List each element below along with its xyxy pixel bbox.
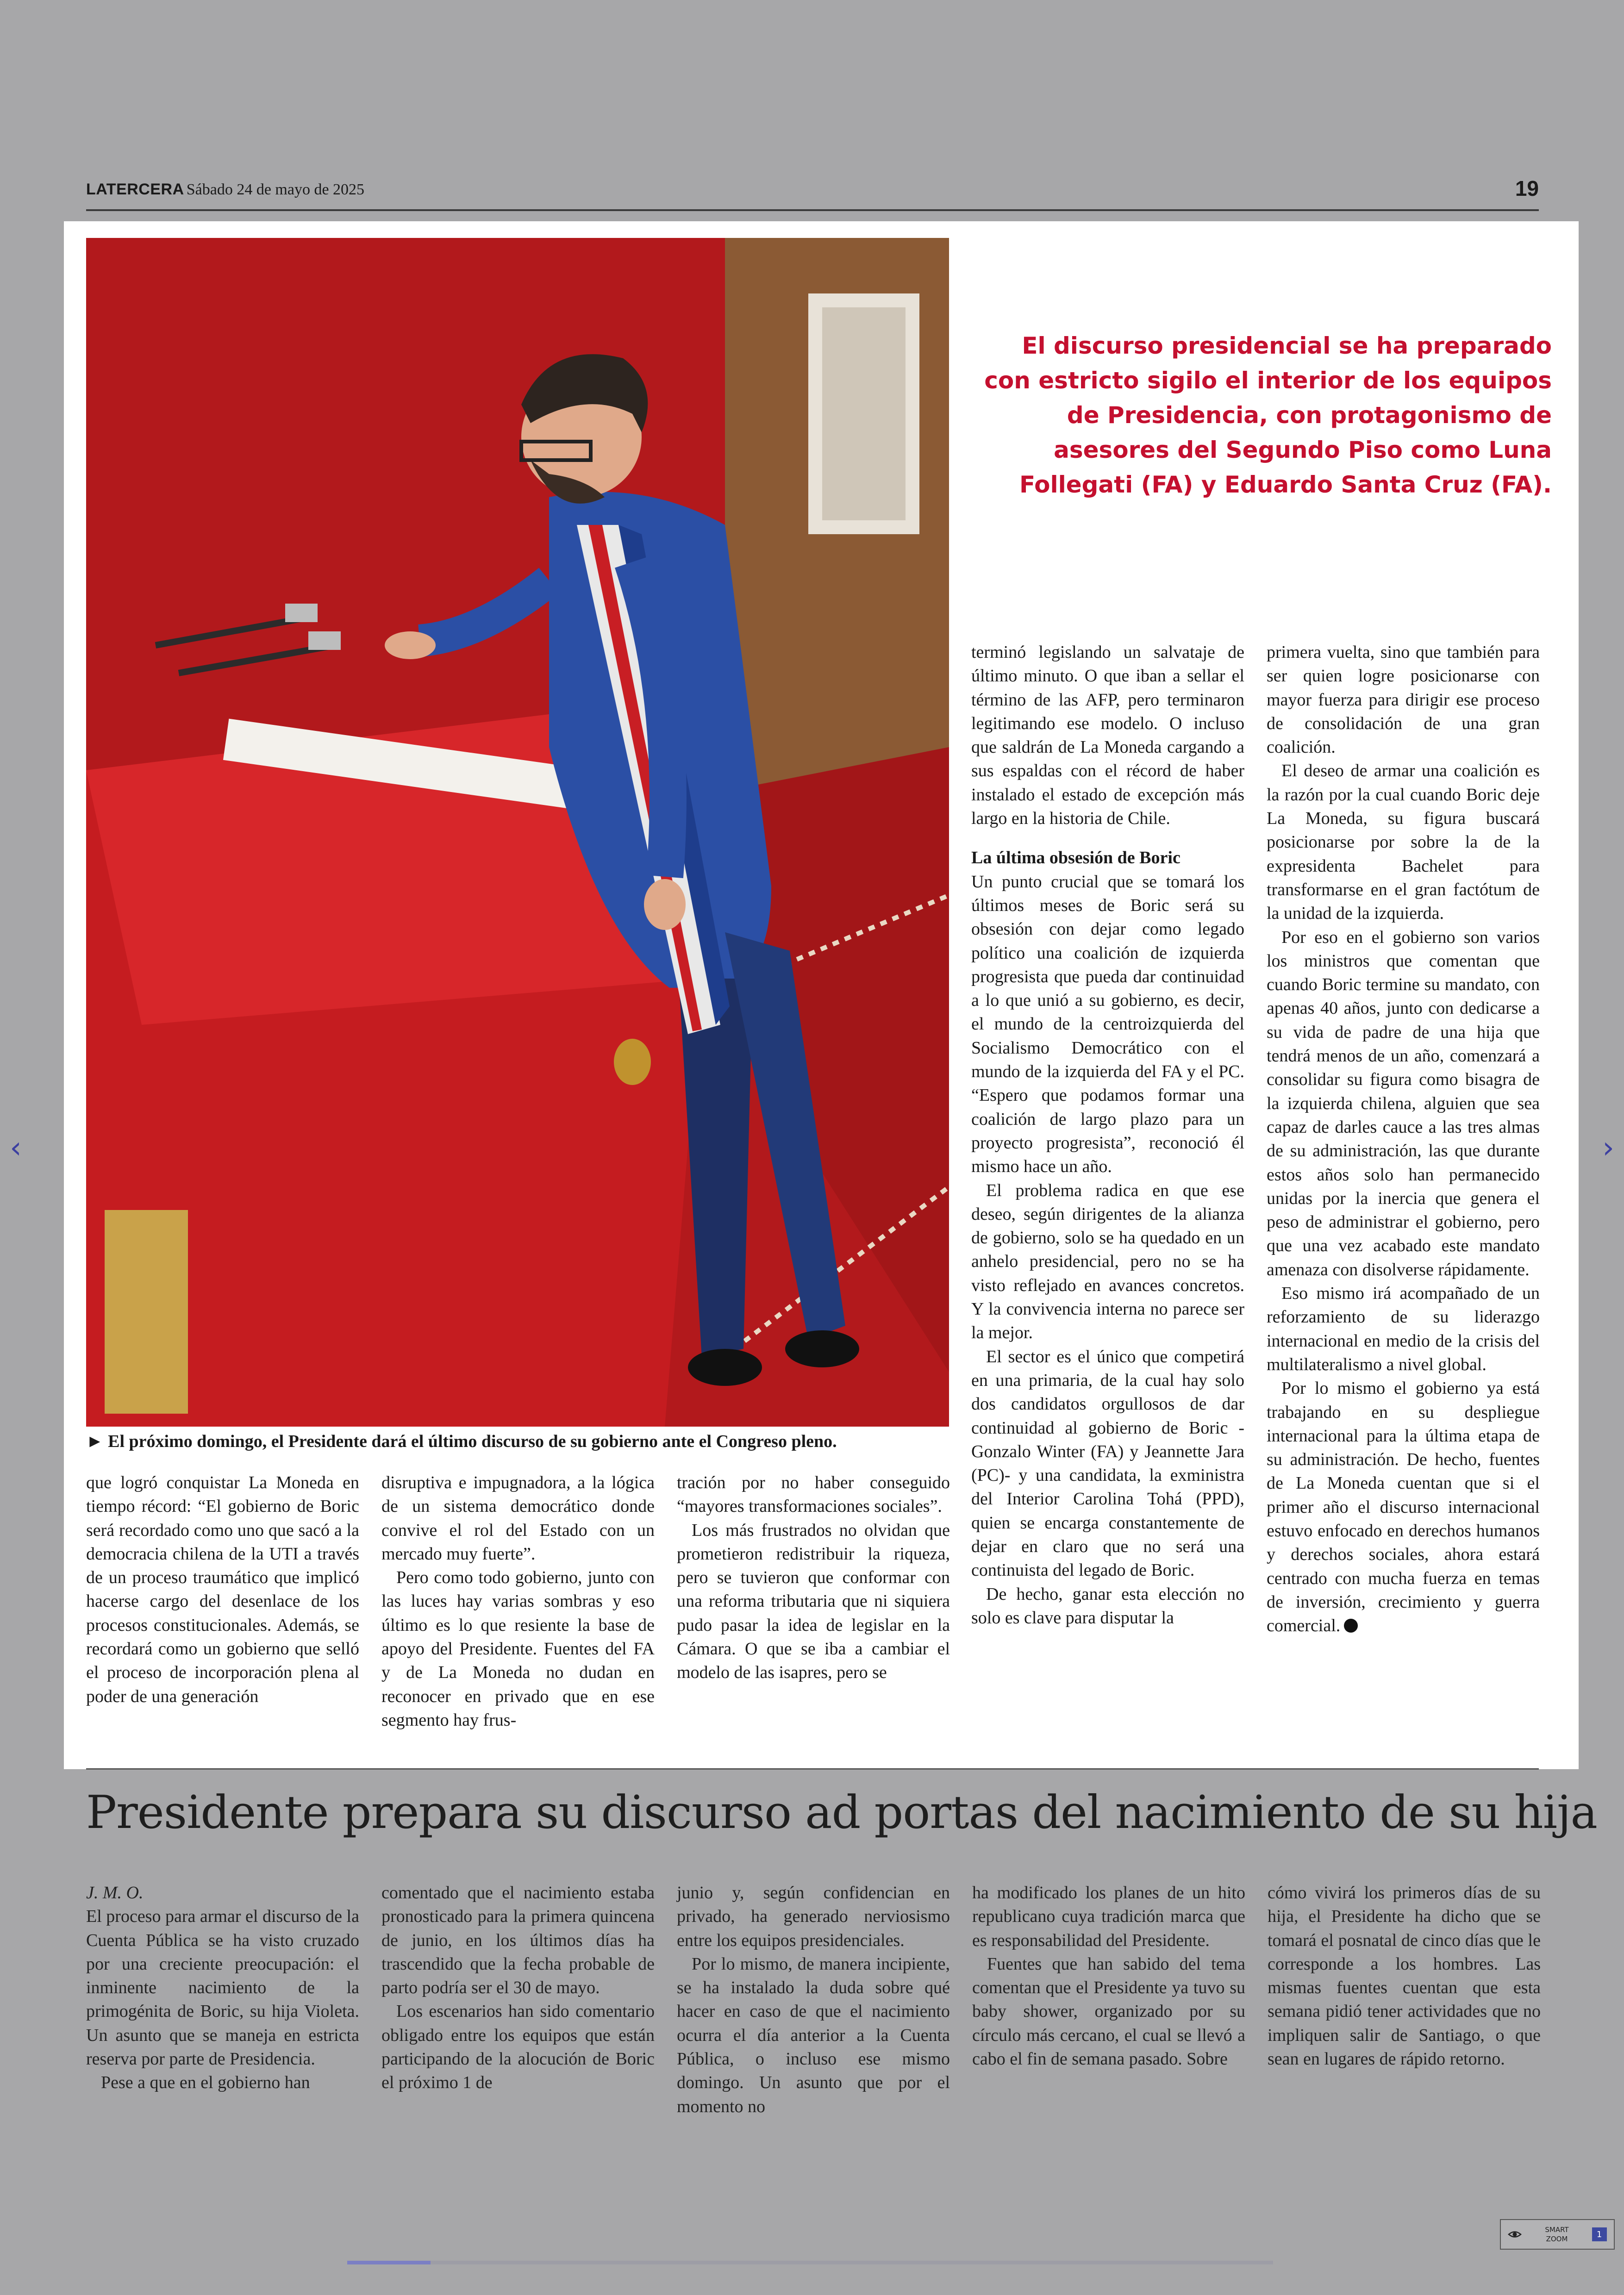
lower-column-1 [86, 1881, 359, 2095]
paragraph: Pese a que en el gobierno han [101, 2073, 310, 2093]
paragraph: Eso mismo irá acompañado de un reforzamiento de su liderazgo internacional en medio de la crisis del multilateralismo a nivel global. [1267, 1284, 1540, 1374]
lower-column-2 [381, 1881, 655, 2095]
paragraph [1267, 1377, 1540, 1638]
article-column-5 [1267, 641, 1540, 1638]
paragraph: El deseo de armar una coalición es la razón por la cual cuando Boric deje La Moneda, su figura buscará posicionarse por sobre la de la expresidenta Bachelet para transformarse en el gran factótum de la unidad de la izquierda. [1267, 761, 1540, 923]
article-column-3 [677, 1471, 950, 1685]
section-divider [86, 1768, 1539, 1770]
pull-quote: El discurso presidencial se ha preparado con estricto sigilo el interior de los equipos de Presidencia, con protagonismo de asesores del Segundo Piso como Luna Follegati (FA) y Eduardo Santa Cruz (FA). [984, 332, 1552, 498]
paragraph: junio y, según confidencian en privado, ha generado nerviosismo entre los equipos presidenciales. [677, 1883, 950, 1950]
article-panel [64, 221, 1579, 1769]
article-column-2 [381, 1471, 655, 1732]
paragraph: De hecho, ganar esta elección no solo es clave para disputar la [971, 1584, 1244, 1628]
next-page-icon[interactable]: › [1602, 1131, 1614, 1165]
issue-date: Sábado 24 de mayo de 2025 [186, 181, 365, 198]
paragraph: Pero como todo gobierno, junto con las luces hay varias sombras y eso último es lo que resiente la base de apoyo del Presidente. Fuentes del FA y de La Moneda no dudan en reconocer en privado que en ese segmento hay frus- [381, 1568, 655, 1730]
page-scroll-thumb[interactable] [347, 2261, 431, 2264]
paragraph: primera vuelta, sino que también para ser quien logre posicionarse con mayor fuerza para dirigir ese proceso de consolidación de una gran coalición. [1267, 642, 1540, 757]
paragraph: El proceso para armar el discurso de la Cuenta Pública se ha visto cruzado por una creciente preocupación: el inminente nacimiento de la primogénita de Boric, su hija Violeta. Un asunto que se maneja en estricta reserva por parte de Presidencia. [86, 1907, 359, 2069]
paragraph: Los más frustrados no olvidan que prometieron redistribuir la riqueza, pero se tuvieron que conformar con una reforma tributaria que ni siquiera pudo pasar la idea de legislar en la Cámara. O que se iba a cambiar el modelo de las isapres, pero se [677, 1520, 950, 1683]
photo-illustration [86, 238, 949, 1427]
page-number: 19 [1515, 176, 1539, 200]
smart-zoom-button[interactable] [1500, 2219, 1615, 2250]
subheading: La última obsesión de Boric [971, 848, 1181, 868]
byline: J. M. O. [86, 1883, 144, 1902]
lower-column-4 [972, 1881, 1245, 2071]
paragraph: Por eso en el gobierno son varios los ministros que comentan que cuando Boric termine su mandato, con apenas 40 años, junto con dedicarse a su vida de padre de una hija que tendrá menos de un año, comenzará a consolidar su figura como bisagra de la izquierda chilena, alguien que sea capaz de darles cauce a las tres almas de su administración, las que durante estos años solo han permanecido unidas por la inercia que genera el peso de administrar el gobierno, pero que una vez acabado este mandato amenaza con disolverse rápidamente. [1267, 927, 1540, 1279]
previous-page-icon[interactable]: ‹ [10, 1131, 22, 1165]
paragraph: disruptiva e impugnadora, a la lógica de un sistema democrático donde convive el rol del Estado con un mercado muy fuerte”. [381, 1473, 655, 1564]
paragraph: Los escenarios han sido comentario obligado entre los equipos que están participando de la alocución de Boric el próximo 1 de [381, 2002, 655, 2093]
paragraph: tración por no haber conseguido “mayores transformaciones sociales”. [677, 1473, 950, 1516]
lower-article-headline: Presidente prepara su discurso ad portas del nacimiento de su hija [86, 1786, 1597, 1839]
article-column-4 [971, 641, 1244, 1630]
smart-zoom-label-line-1: SMART [1545, 2226, 1569, 2234]
paragraph: comentado que el nacimiento estaba pronosticado para la primera quincena de junio, en los últimos días ha trascendido que la fecha probable de parto podría ser el 30 de mayo. [381, 1883, 655, 1998]
smart-zoom-label-line-2: ZOOM [1546, 2235, 1568, 2243]
article-column-1 [86, 1471, 359, 1709]
paragraph: El sector es el único que competirá en una primaria, de la cual hay solo dos candidatos orgullosos de dar continuidad al gobierno de Boric -Gonzalo Winter (FA) y Jeannette Jara (PC)- y una candidata, la exministra del Interior Carolina Tohá (PPD), quien se encarga constantemente de dejar en claro que no será una continuista del legado de Boric. [971, 1347, 1244, 1580]
paragraph: terminó legislando un salvataje de último minuto. O que iban a sellar el término de las AFP, pero terminaron legitimando ese modelo. O incluso que saldrán de La Moneda cargando a sus espaldas con el récord de haber instalado el estado de excepción más largo en la historia de Chile. [971, 642, 1244, 829]
page-scroll-bar[interactable] [347, 2261, 1273, 2264]
smart-zoom-badge: 1 [1592, 2227, 1607, 2241]
paragraph: cómo vivirá los primeros días de su hija, el Presidente ha dicho que se tomará el posnatal de cinco días que le corresponde a los hombres. Las mismas fuentes cuentan que esta semana pidió tener actividades que no impliquen salir de Santiago, o que sean en lugares de rápido retorno. [1268, 1883, 1541, 2069]
paragraph: que logró conquistar La Moneda en tiempo récord: “El gobierno de Boric será recordado como uno que sacó a la democracia chilena de la UTI a través de un proceso traumático que implicó hacerse cargo del desenlace de los procesos constitucionales. Además, se recordará como un gobierno que selló el proceso de incorporación plena al poder de una generación [86, 1473, 359, 1706]
paragraph: Por lo mismo, de manera incipiente, se ha instalado la duda sobre qué hacer en caso de que el nacimiento ocurra el día anterior a la Cuenta Pública, o incluso ese mismo domingo. Un asunto que por el momento no [677, 1954, 950, 2116]
photo-caption: ► El próximo domingo, el Presidente dará el último discurso de su gobierno ante el Congreso pleno. [86, 1432, 837, 1451]
newspaper-brand: LATERCERA [86, 181, 184, 198]
paragraph: El problema radica en que ese deseo, según dirigentes de la alianza de gobierno, solo se ha quedado en un anhelo presidencial, pero no se ha visto reflejado en avances concretos. Y la convivencia interna no parece ser la mejor. [971, 1180, 1244, 1343]
lower-column-3 [677, 1881, 950, 2119]
eye-icon [1508, 2227, 1522, 2241]
page-header [86, 176, 1539, 211]
paragraph: Un punto crucial que se tomará los últimos meses de Boric será su obsesión con dejar como legado político una coalición de izquierda progresista que pueda dar continuidad a lo que unió a su gobierno, es decir, el mundo de la centroizquierda del Socialismo Democrático con el mundo de la izquierda del FA y el PC. “Espero que podamos formar una coalición de largo plazo para un proyecto progresista”, reconoció él mismo hace un año. [971, 872, 1244, 1177]
end-mark-icon [1344, 1619, 1358, 1633]
smart-zoom-label [1536, 2225, 1578, 2244]
header-left [86, 181, 364, 199]
lower-column-5 [1268, 1881, 1541, 2071]
president-photo [86, 238, 949, 1427]
paragraph: Fuentes que han sabido del tema comentan que el Presidente ya tuvo su baby shower, organizado por su círculo más cercano, el cual se llevó a cabo el fin de semana pasado. Sobre [972, 1954, 1245, 2069]
paragraph: ha modificado los planes de un hito republicano cuya tradición marca que es responsabilidad del Presidente. [972, 1883, 1245, 1950]
final-paragraph-text: Por lo mismo el gobierno ya está trabajando en su despliegue internacional para la última etapa de su administración. De hecho, fuentes de La Moneda cuentan que si el primer año el discurso internacional estuvo enfocado en derechos humanos y derechos sociales, ahora estará centrado con mucha fuerza en temas de inversión, crecimiento y guerra comercial. [1267, 1378, 1540, 1636]
